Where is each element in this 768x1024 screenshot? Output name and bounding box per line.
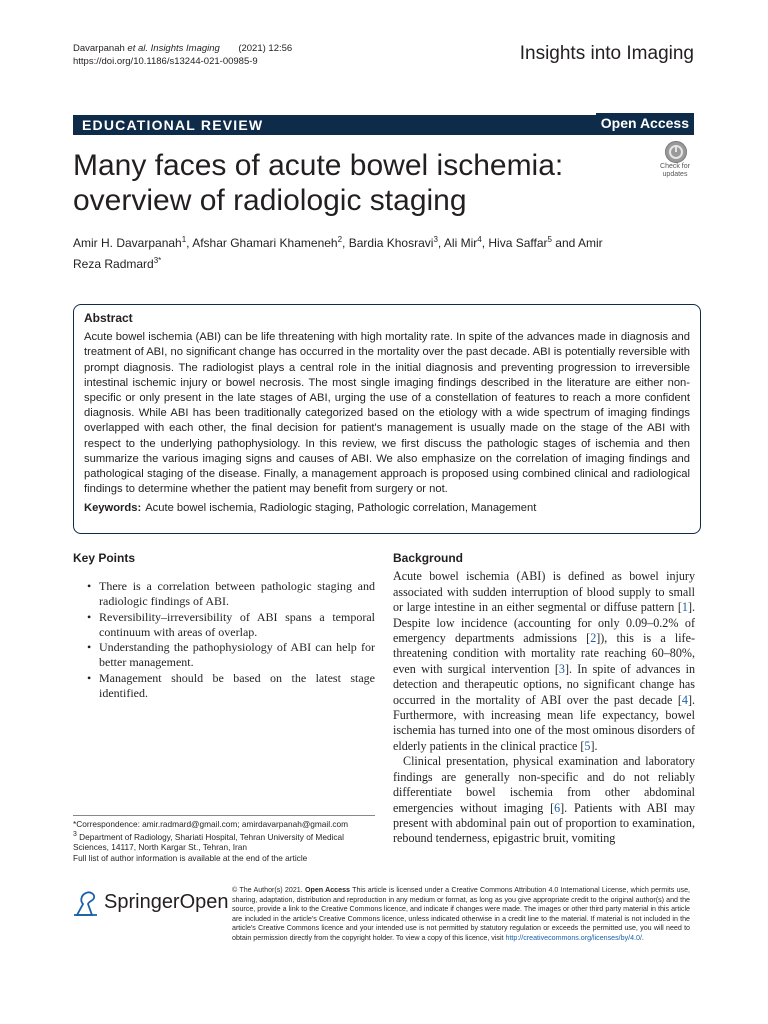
author-affiliation: 3* <box>153 256 162 265</box>
open-word: Open <box>179 891 229 913</box>
springer-horse-icon <box>73 888 99 918</box>
reference-link[interactable]: 4 <box>681 692 688 707</box>
reference-link[interactable]: 1 <box>681 600 688 615</box>
open-access-badge: Open Access <box>596 113 694 135</box>
author-name: Ali Mir <box>443 236 478 250</box>
abstract-box <box>73 304 701 534</box>
key-points-heading: Key Points <box>73 551 136 565</box>
citation-year: (2021) 12:56 <box>238 43 293 54</box>
key-points-section <box>73 551 375 701</box>
doi-link[interactable]: https://doi.org/10.1186/s13244-021-00985-9 <box>73 56 258 67</box>
background-paragraph-1: Acute bowel ischemia (ABI) is defined as bowel injury associated with sudden interruption of blood supply to small or large intestine in an either segmental or diffuse pattern [1]. Despite low incidence (accounting for only 0.09–0.2% of emergency departments admissions [2]), this is a life-threatening condition with mortality rate reaching 60–80%, even with surgical intervention [3]. In spite of advances in detection and therapeutic options, no significant change has occurred in the mortality of ABI over the past decade [4]. Furthermore, with increasing mean life expectancy, bowel ischemia has turned into one of the most ominous disorders of elderly patients in the clinical practice [5]. <box>393 569 695 753</box>
correspondence-emails[interactable]: *Correspondence: amir.radmard@gmail.com; amirdavarpanah@gmail.com <box>73 819 349 829</box>
reference-link[interactable]: 5 <box>584 738 591 753</box>
reference-link[interactable]: 2 <box>590 631 597 646</box>
author-name: Afshar Ghamari Khameneh <box>192 236 338 250</box>
author-affiliation: 3 <box>433 235 438 244</box>
check-updates-line-2: updates <box>662 171 688 178</box>
license-link[interactable]: http://creativecommons.org/licenses/by/4.0/ <box>505 933 642 942</box>
author-affiliation: 1 <box>181 235 187 244</box>
article-type-banner <box>73 115 694 135</box>
bullet-icon: • <box>87 640 92 655</box>
check-updates-icon <box>665 141 687 163</box>
reference-link[interactable]: 6 <box>554 800 561 815</box>
license-text: © The Author(s) 2021. Open Access This article is licensed under a Creative Commons Attribution 4.0 International License, which permits use, sharing, adaptation, distribution and reproduction in any medium or format, as long as you give appropriate credit to the original author(s) and the source, provide a link to the Creative Commons licence, and indicate if changes were made. The images or other third party material in this article are included in the article's Creative Commons licence, unless indicated otherwise in a credit line to the material. If material is not included in the article's Creative Commons licence and your intended use is not permitted by statutory regulation or exceeds the permitted use, you will need to obtain permission directly from the copyright holder. To view a copy of this licence, visit http://creativecommons.org/licenses/by/4.0/. <box>232 886 690 942</box>
citation-header <box>73 42 292 68</box>
author-affiliation: 5 <box>547 235 552 244</box>
bullet-icon: • <box>87 609 92 624</box>
key-points-list <box>73 579 375 701</box>
key-point-item: • There is a correlation between pathologic staging and radiologic findings of ABI. <box>87 579 375 609</box>
journal-name: Insights into Imaging <box>519 43 694 64</box>
bullet-icon: • <box>87 670 92 685</box>
author-info-note: Full list of author information is available at the end of the article <box>73 852 308 863</box>
affiliation-note: $^3$ Department of Radiology, Shariati Hospital, Tehran University of Medical Sciences, 14117, North Kargar St., Tehran, Iran <box>73 830 345 852</box>
reference-link[interactable]: 3 <box>558 661 565 676</box>
springer-word: Springer <box>104 891 180 913</box>
abstract-text: Acute bowel ischemia (ABI) can be life threatening with high mortality rate. In spite of the advances made in diagnosis and treatment of ABI, no significant change has occurred in the mortality over the past decade. ABI is potentially reversible with prompt diagnosis. The radiologist plays a central role in the initial diagnosis and preventing progression to irreversible intestinal ischemic injury or bowel necrosis. The most single imaging findings described in the literature are either non-specific or only present in the late stages of ABI, urging the use of a constellation of features to reach a more confident diagnosis. While ABI has been traditionally categorized based on the etiology with a wide spectrum of imaging findings overlapped with each other, the final decision for patient's management is usually made on the stage of the ABI with respect to the underlying pathophysiology. In this review, we first discuss the pathologic stages of ischemia and then summarize the various imaging signs and causes of ABI. We also emphasize on the correlation of imaging findings and pathological staging of the disease. Finally, a management approach is proposed using combined clinical and radiological findings to determine whether the patient may benefit from surgery or not. <box>84 331 690 496</box>
author-name: Amir Reza Radmard <box>73 236 603 271</box>
citation-author: Davarpanah <box>73 43 125 54</box>
keywords-label: Keywords: <box>84 502 142 515</box>
title-line-1: Many faces of acute bowel ischemia: <box>73 149 564 182</box>
key-point-item: • Understanding the pathophysiology of ABI can help for better management. <box>87 640 375 670</box>
correspondence-footnote <box>73 815 375 863</box>
author-affiliation: 2 <box>337 235 343 244</box>
author-name: Bardia Khosravi <box>348 236 434 250</box>
author-name: Hiva Saffar <box>488 236 548 250</box>
background-section <box>393 551 695 847</box>
article-type-label: EDUCATIONAL REVIEW <box>82 117 264 133</box>
key-point-item: • Management should be based on the latest stage identified. <box>87 670 375 701</box>
background-paragraph-2: Clinical presentation, physical examination and laboratory findings are generally non-specific and do not reliably differentiate bowel ischemia from other abdominal emergencies without imaging [6]. Patients with ABI may present with abdominal pain out of proportion to examination, rebound tenderness, epigastric bruit, vomiting <box>393 754 696 846</box>
key-point-item: • Reversibility–irreversibility of ABI spans a temporal continuum with areas of overlap. <box>87 609 375 639</box>
author-affiliation: 4 <box>477 235 482 244</box>
citation-journal: et al. Insights Imaging <box>127 43 220 54</box>
keywords-text: Acute bowel ischemia, Radiologic staging, Pathologic correlation, Management <box>145 502 537 515</box>
author-list: Amir H. Davarpanah$^1$, Afshar Ghamari Khameneh$^2$, Bardia Khosravi$^3$, Ali Mir$^4$, Hiva Saffar$^5$ and Amir Reza Radmard$^{3*}$ <box>73 235 603 271</box>
background-heading: Background <box>393 551 464 565</box>
check-updates-line-1: Check for <box>660 163 690 170</box>
keywords <box>84 501 690 516</box>
springer-open-logo <box>73 886 233 920</box>
check-for-updates-button[interactable] <box>654 141 696 179</box>
article-title <box>73 148 633 218</box>
bullet-icon: • <box>87 579 92 593</box>
abstract-heading: Abstract <box>84 311 133 325</box>
author-name: Amir H. Davarpanah <box>73 236 182 250</box>
title-line-2: overview of radiologic staging <box>73 184 467 217</box>
